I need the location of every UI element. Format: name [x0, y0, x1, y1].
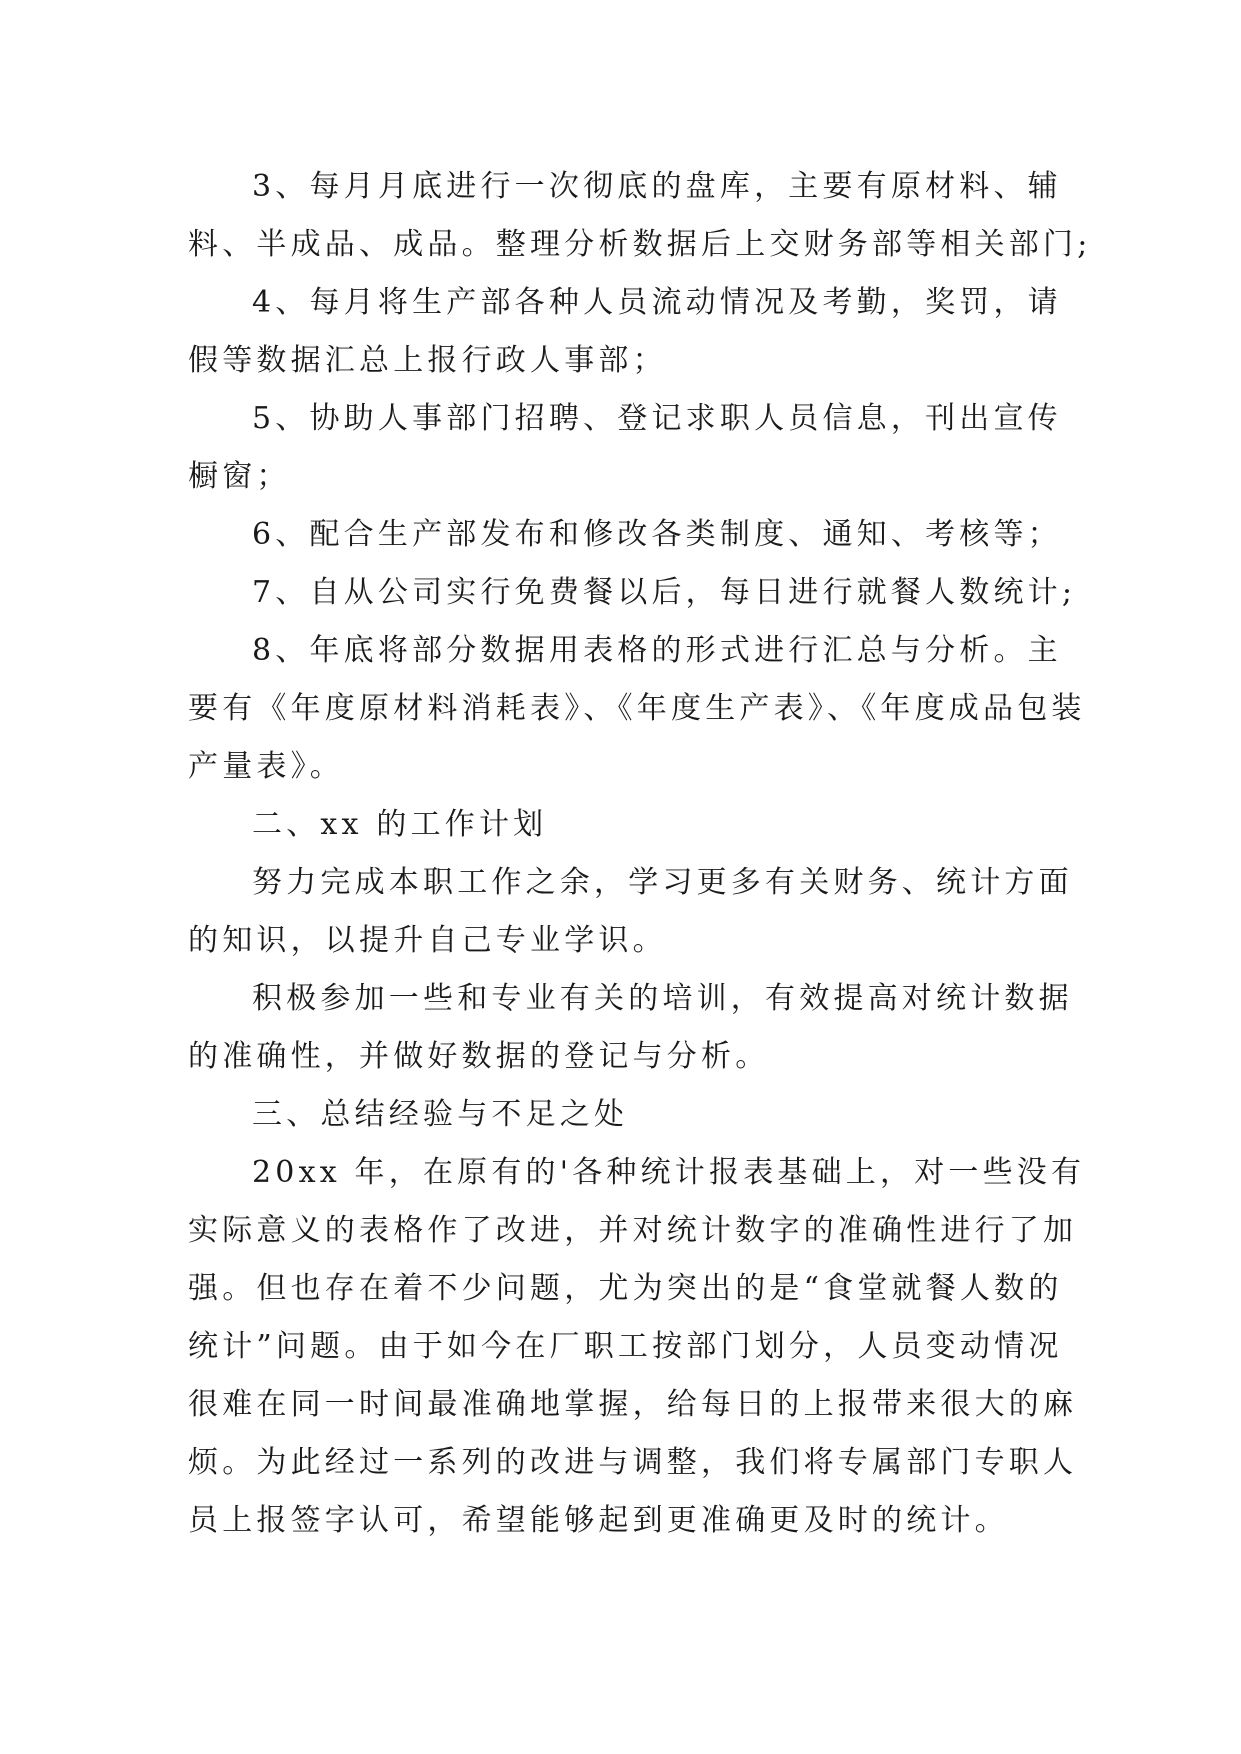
text-line: 的准确性，并做好数据的登记与分析。 [188, 1039, 770, 1074]
text-line: 料、半成品、成品。整理分析数据后上交财务部等相关部门; [188, 227, 1092, 262]
text-line: 努力完成本职工作之余，学习更多有关财务、统计方面 [252, 865, 1073, 900]
text-line: 强。但也存在着不少问题，尤为突出的是“食堂就餐人数的 [188, 1271, 1063, 1306]
text-line: 实际意义的表格作了改进，并对统计数字的准确性进行了加 [188, 1213, 1078, 1248]
text-line: 3、每月月底进行一次彻底的盘库，主要有原材料、辅 [252, 169, 1062, 204]
text-line: 5、协助人事部门招聘、登记求职人员信息，刊出宣传 [252, 401, 1062, 436]
text-line: 统计”问题。由于如今在厂职工按部门划分，人员变动情况 [188, 1329, 1063, 1364]
text-line: 员上报签字认可，希望能够起到更准确更及时的统计。 [188, 1503, 1009, 1538]
text-line: 8、年底将部分数据用表格的形式进行汇总与分析。主 [252, 633, 1062, 668]
section-heading: 二、xx 的工作计划 [252, 807, 548, 842]
text-line: 烦。为此经过一系列的改进与调整，我们将专属部门专职人 [188, 1445, 1078, 1480]
text-line: 的知识，以提升自己专业学识。 [188, 923, 667, 958]
section-heading: 三、总结经验与不足之处 [252, 1097, 629, 1132]
document-body [188, 158, 1092, 1550]
text-line: 橱窗； [188, 459, 291, 494]
text-line: 假等数据汇总上报行政人事部； [188, 343, 667, 378]
text-line: 积极参加一些和专业有关的培训，有效提高对统计数据 [252, 981, 1073, 1016]
text-line: 要有《年度原材料消耗表》、《年度生产表》、《年度成品包装 [188, 691, 1086, 726]
text-line: 产量表》。 [188, 749, 344, 784]
text-line: 7、自从公司实行免费餐以后，每日进行就餐人数统计; [252, 575, 1077, 610]
text-line: 6、配合生产部发布和修改各类制度、通知、考核等； [252, 517, 1062, 552]
text-line: 20xx 年，在原有的'各种统计报表基础上，对一些没有 [252, 1155, 1086, 1190]
text-line: 很难在同一时间最准确地掌握，给每日的上报带来很大的麻 [188, 1387, 1078, 1422]
text-line: 4、每月将生产部各种人员流动情况及考勤，奖罚，请 [252, 285, 1062, 320]
